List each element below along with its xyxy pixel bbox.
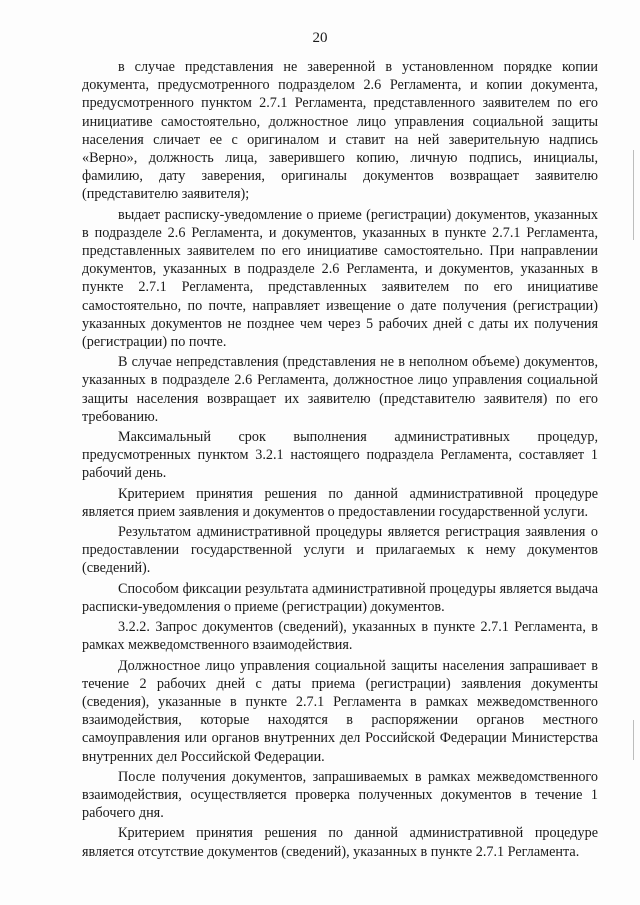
page-number: 20: [312, 30, 328, 46]
paragraph-receipt-notification: выдает расписку-уведомление о приеме (регистрации) документов, указанных в подразделе 2.6 Регламента, и документов, указанных в пункте 2.7.1 Регламента, представленных заявителем по его инициативе самостоятельно. При направлении документов, указанных в подразделе 2.6 Регламента, и документов, указанных в пункте 2.7.1 Регламента, представленных заявителем по его инициативе самостоятельно, по почте, направляет извещение о дате получения (регистрации) указанных документов не позднее чем через 5 рабочих дней с даты их получения (регистрации) по почте.: [82, 206, 598, 351]
paragraph-absence-criterion: Критерием принятия решения по данной административной процедуре является отсутствие документов (сведений), указанных в пункте 2.7.1 Регламента.: [82, 825, 598, 860]
paragraph-interagency-request: Должностное лицо управления социальной защиты населения запрашивает в течение 2 рабочих дней с даты приема (регистрации) заявления документы (сведения), указанные в пункте 2.7.1 Регламента в рамках межведомственного взаимодействия, которые находятся в распоряжении органов местного самоуправления или органов внутренних дел Российской Федерации Министерства внутренних дел Российской Федерации.: [82, 657, 598, 765]
paragraph-decision-criterion: Критерием принятия решения по данной административной процедуре является прием заявления и документов о предоставлении государственной услуги.: [82, 485, 598, 520]
paragraph-document-return: В случае непредставления (представления не в неполном объеме) документов, указанных в подразделе 2.6 Регламента, должностное лицо управления социальной защиты населения возвращает их заявителю (представителю заявителя) по его требованию.: [82, 354, 598, 425]
paragraph-copy-certification: в случае представления не заверенной в установленном порядке копии документа, предусмотренного подразделом 2.6 Регламента, и копии документа, предусмотренного пунктом 2.7.1 Регламента, представленного заявителем по его инициативе самостоятельно, должностное лицо управления социальной защиты населения сличает ее с оригиналом и ставит на ней заверительную надпись «Верно», должность лица, заверившего копию, личную подпись, инициалы, фамилию, дату заверения, оригиналы документов возвращает заявителю (представителю заявителя);: [82, 59, 598, 203]
paragraph-result-fixation: Способом фиксации результата административной процедуры является выдача расписки-уведомления о приеме (регистрации) документов.: [82, 580, 598, 615]
paragraph-section-3-2-2: 3.2.2. Запрос документов (сведений), указанных в пункте 2.7.1 Регламента, в рамках межведомственного взаимодействия.: [82, 619, 598, 654]
paragraph-procedure-result: Результатом административной процедуры является регистрация заявления о предоставлении государственной услуги и прилагаемых к нему документов (сведений).: [82, 524, 598, 577]
scan-edge-mark: [633, 720, 634, 760]
document-body: [82, 58, 598, 861]
paragraph-max-duration: Максимальный срок выполнения административных процедур, предусмотренных пунктом 3.2.1 настоящего подраздела Регламента, составляет 1 рабочий день.: [82, 429, 598, 482]
scan-edge-mark: [633, 150, 634, 240]
paragraph-document-check: После получения документов, запрашиваемых в рамках межведомственного взаимодействия, осуществляется проверка полученных документов в течение 1 рабочего дня.: [82, 768, 598, 822]
